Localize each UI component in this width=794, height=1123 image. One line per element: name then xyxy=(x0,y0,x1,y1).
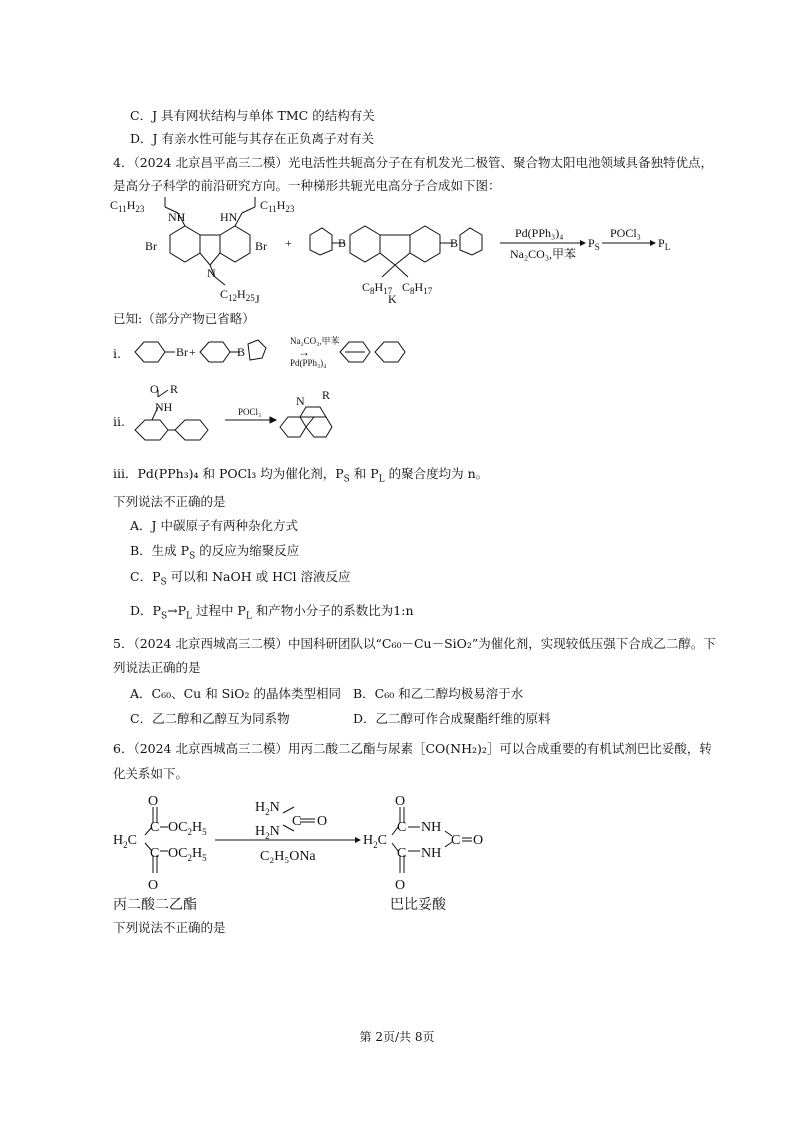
k-c8h17-right: $C_8H_{17}$ xyxy=(402,280,433,296)
q3-option-d: D．J 有亲水性可能与其存在正负离子对有关 xyxy=(130,131,375,146)
svg-text:POCl₃: POCl₃ xyxy=(238,407,262,417)
svg-text:O: O xyxy=(395,878,406,893)
j-c12h25: $C_{12}H_{25}$ xyxy=(220,287,255,303)
svg-text:H2C: $H_2C$ xyxy=(363,833,387,850)
q4-ask: 下列说法不正确的是 xyxy=(113,494,226,509)
svg-text:N: N xyxy=(296,394,305,408)
q4-known-ii-label: ii. xyxy=(113,414,125,429)
j-c11h23-right: $C_{11}H_{23}$ xyxy=(260,198,295,214)
svg-text:NH: NH xyxy=(421,820,442,835)
pl-label: $P_L$ xyxy=(658,236,671,252)
q6-stem-line2: 化关系如下。 xyxy=(113,766,189,781)
q6-product-name: 巴比妥酸 xyxy=(390,897,446,913)
k-b-right: B xyxy=(450,236,459,250)
svg-text:O: O xyxy=(148,794,159,809)
k-label: K xyxy=(388,292,397,306)
q6-ask: 下列说法不正确的是 xyxy=(113,920,226,935)
svg-text:O: O xyxy=(150,382,159,396)
j-br-left: Br xyxy=(145,239,157,253)
ps-label: $P_S$ xyxy=(588,236,600,252)
q4-option-d: D．$P_S\to P_L$ 过程中 $P_L$ 和产物小分子的系数比为1:n xyxy=(130,603,414,622)
svg-text:H2N: $H_2N$ xyxy=(255,800,280,817)
svg-text:Pd(PPh₃)₄: Pd(PPh₃)₄ xyxy=(290,358,327,368)
j-nh-right: HN xyxy=(220,210,238,224)
q6-stem-line1: 6．（2024 北京西城高三二模）用丙二酸二乙酯与尿素［CO(NH₂)₂］可以合成重要的有机试剂巴比妥酸，转 xyxy=(113,741,712,756)
svg-text:O: O xyxy=(473,833,484,848)
q4-scheme xyxy=(110,195,710,305)
svg-text:C: C xyxy=(397,846,407,861)
q4-known: 已知:（部分产物已省略） xyxy=(113,311,255,326)
q5-option-b: B．C₆₀ 和乙二醇均极易溶于水 xyxy=(353,686,524,701)
q4-option-b: B．生成 $P_S$ 的反应为缩聚反应 xyxy=(130,543,300,562)
svg-text:Br: Br xyxy=(176,345,188,359)
svg-text:Na₂CO₃,甲苯: Na₂CO₃,甲苯 xyxy=(290,336,340,346)
svg-text:R: R xyxy=(170,382,179,396)
j-nh-left: NH xyxy=(168,210,186,224)
reagent-pocl3: POCl₃ xyxy=(610,226,641,240)
j-label: J xyxy=(255,292,260,306)
q5-option-c: C．乙二醇和乙醇互为同系物 xyxy=(130,711,290,726)
reagent-pd: Pd(PPh₃)₄ xyxy=(515,226,564,240)
diethyl-malonate-structure xyxy=(145,807,168,873)
q4-option-a: A．J 中碳原子有两种杂化方式 xyxy=(130,518,299,533)
j-br-right: Br xyxy=(255,239,267,253)
q4-known-iii: iii．Pd(PPh₃)₄ 和 POCl₃ 均为催化剂，$P_S$ 和 $P_L$ 的聚合度均为 n。 xyxy=(113,466,489,485)
q5-option-a: A．C₆₀、Cu 和 SiO₂ 的晶体类型相同 xyxy=(130,686,341,701)
svg-text:OC2H5: $OC_2H_5$ xyxy=(168,820,207,837)
reagent-na2co3: Na₂CO₃,甲苯 xyxy=(510,247,577,261)
q6-scheme xyxy=(110,785,510,895)
svg-text:C: C xyxy=(451,833,461,848)
svg-text:B: B xyxy=(237,345,246,359)
k-c8h17-left: $C_8H_{17}$ xyxy=(362,280,393,296)
svg-text:+: + xyxy=(189,345,196,359)
svg-text:H2C: $H_2C$ xyxy=(113,833,137,850)
svg-text:NH: NH xyxy=(155,400,173,414)
q4-known-i-scheme xyxy=(130,330,430,375)
q3-option-c: C．J 具有网状结构与单体 TMC 的结构有关 xyxy=(130,108,375,123)
j-n-atom: N xyxy=(207,266,216,280)
q4-known-i-label: i. xyxy=(113,346,121,361)
svg-text:R: R xyxy=(322,388,331,402)
svg-text:→: → xyxy=(298,345,310,359)
k-b-left: B xyxy=(338,236,347,250)
q5-stem-line1: 5．（2024 北京西城高三二模）中国科研团队以“C₆₀－Cu－SiO₂”为催化剂，实现较低压强下合成乙二醇。下 xyxy=(113,636,716,651)
svg-text:C: C xyxy=(150,820,160,835)
plus-sign: + xyxy=(285,236,292,250)
svg-text:O: O xyxy=(317,814,328,829)
svg-text:O: O xyxy=(148,878,159,893)
page-footer: 第 2页/共 8页 xyxy=(359,1030,435,1044)
q4-stem-line1: 4．（2024 北京昌平高三二模）光电活性共轭高分子在有机发光二极管、聚合物太阳电池领域具备独特优点， xyxy=(113,155,713,170)
q5-option-d: D．乙二醇可作合成聚酯纤维的原料 xyxy=(353,711,551,726)
q4-known-ii-scheme xyxy=(130,382,370,455)
svg-text:H2N: $H_2N$ xyxy=(255,824,280,841)
svg-text:O: O xyxy=(395,794,406,809)
svg-text:OC2H5: $OC_2H_5$ xyxy=(168,846,207,863)
q6-reactant-name: 丙二酸二乙酯 xyxy=(113,897,197,913)
j-c11h23-left: $C_{11}H_{23}$ xyxy=(110,198,145,214)
svg-text:C: C xyxy=(150,846,160,861)
monomer-k-structure xyxy=(310,226,482,277)
svg-text:C₂H₅ONa: C₂H₅ONa xyxy=(260,849,316,864)
svg-text:C: C xyxy=(292,814,302,829)
q5-stem-line2: 列说法正确的是 xyxy=(113,660,201,675)
svg-text:NH: NH xyxy=(421,846,442,861)
q4-option-c: C．$P_S$ 可以和 NaOH 或 HCl 溶液反应 xyxy=(130,569,351,588)
q4-stem-line2: 是高分子科学的前沿研究方向。一种梯形共轭光电高分子合成如下图： xyxy=(113,178,501,193)
svg-text:C: C xyxy=(397,820,407,835)
